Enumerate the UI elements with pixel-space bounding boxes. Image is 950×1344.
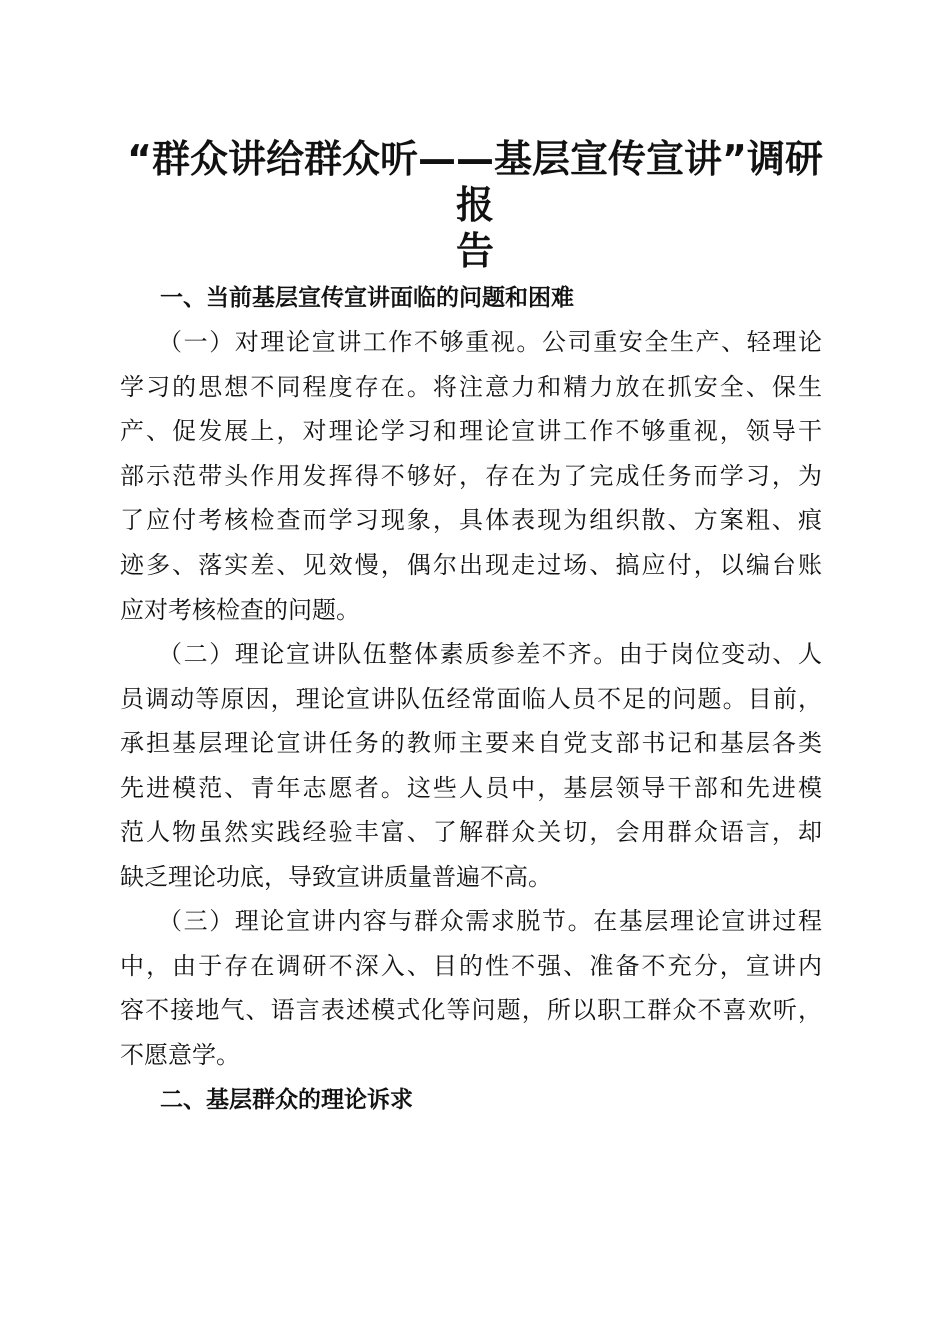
- title-line: 告: [455, 229, 494, 273]
- paragraph-line: 产、促发展上，对理论学习和理论宣讲工作不够重视，领导干: [120, 417, 822, 446]
- paragraph-line: （二）理论宣讲队伍整体素质参差不齐。由于岗位变动、人: [158, 640, 822, 668]
- paragraph-3: [120, 899, 822, 1077]
- paragraph-line: （一）对理论宣讲工作不够重视。公司重安全生产、轻理论: [158, 328, 822, 356]
- paragraph-line: 范人物虽然实践经验丰富、了解群众关切，会用群众语言，却: [120, 818, 822, 847]
- paragraph-line: 员调动等原因，理论宣讲队伍经常面临人员不足的问题。目前，: [120, 684, 822, 713]
- paragraph-line: 承担基层理论宣讲任务的教师主要来自党支部书记和基层各类: [120, 729, 822, 758]
- paragraph-line: 中，由于存在调研不深入、目的性不强、准备不充分，宣讲内: [120, 951, 822, 980]
- paragraph-line: 缺乏理论功底，导致宣讲质量普遍不高。: [120, 862, 552, 891]
- paragraph-1: [120, 320, 822, 632]
- section-heading-1: 一、当前基层宣传宣讲面临的问题和困难: [160, 285, 574, 311]
- paragraph-line: （三）理论宣讲内容与群众需求脱节。在基层理论宣讲过程: [158, 907, 822, 935]
- paragraph-line: 应对考核检查的问题。: [120, 595, 360, 624]
- paragraph-line: 先进模范、青年志愿者。这些人员中，基层领导干部和先进模: [120, 773, 822, 802]
- paragraph-line: 迹多、落实差、见效慢，偶尔出现走过场、搞应付，以编台账: [120, 550, 822, 579]
- section-heading-2: 二、基层群众的理论诉求: [160, 1087, 413, 1113]
- title-line: “群众讲给群众听——基层宣传宣讲”调研报: [127, 137, 823, 227]
- paragraph-line: 容不接地气、语言表述模式化等问题，所以职工群众不喜欢听，: [120, 996, 822, 1025]
- paragraph-line: 了应付考核检查而学习现象，具体表现为组织散、方案粗、痕: [120, 506, 822, 535]
- paragraph-2: [120, 632, 822, 900]
- paragraph-line: 学习的思想不同程度存在。将注意力和精力放在抓安全、保生: [120, 372, 822, 401]
- paragraph-line: 部示范带头作用发挥得不够好，存在为了完成任务而学习，为: [120, 461, 822, 490]
- document-title: [110, 136, 840, 274]
- paragraph-line: 不愿意学。: [120, 1040, 240, 1069]
